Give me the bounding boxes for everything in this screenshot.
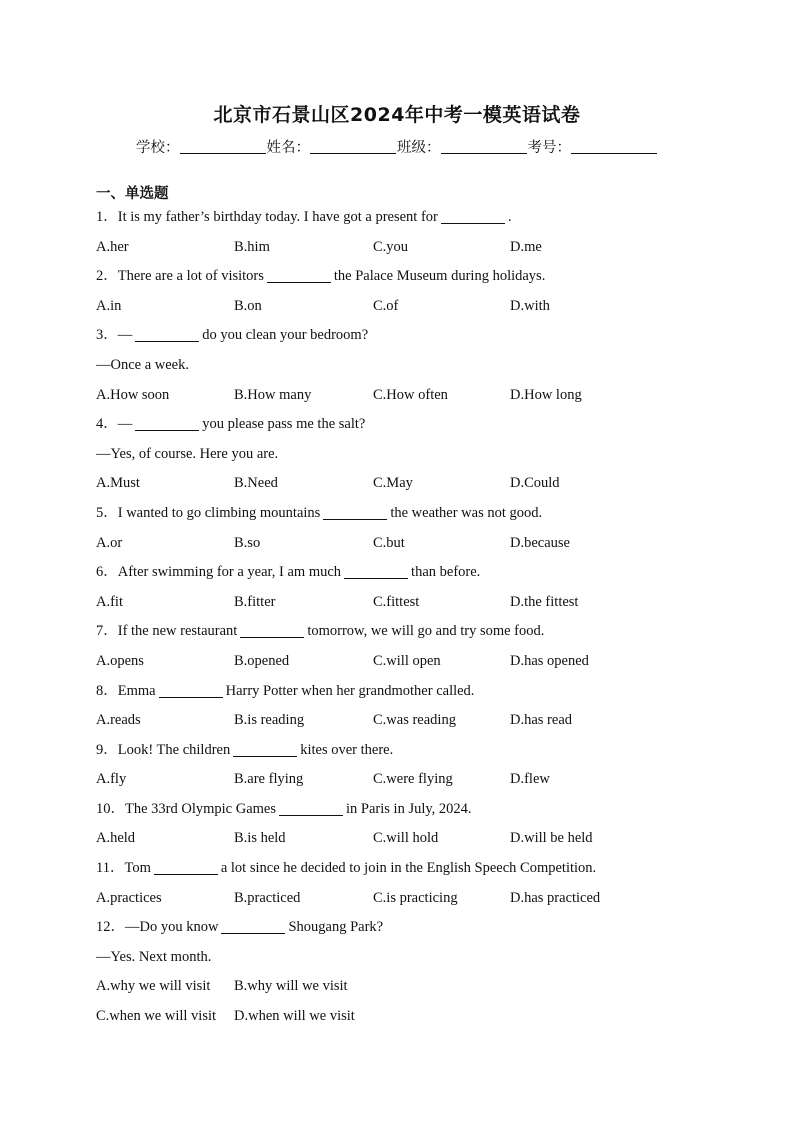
name-label: 姓名：	[266, 140, 310, 156]
answer-option[interactable]: C.May	[373, 475, 413, 492]
answer-option[interactable]: A.fly	[96, 771, 127, 788]
answer-option[interactable]: A.reads	[96, 712, 141, 729]
options-row	[96, 1002, 736, 1032]
answer-blank[interactable]	[135, 327, 199, 342]
question-number: 7．	[96, 623, 118, 640]
answer-option[interactable]: D.when will we visit	[234, 1008, 355, 1025]
answer-option[interactable]: C.fittest	[373, 593, 420, 610]
question-text-before: If the new restaurant	[117, 623, 238, 640]
answer-blank[interactable]	[221, 919, 285, 934]
exam-title: 北京市石景山区2024年中考一模英语试卷	[213, 104, 581, 126]
answer-option[interactable]: A.fit	[96, 593, 123, 610]
school-label: 学校：	[136, 140, 180, 156]
answer-option[interactable]: A.Must	[96, 475, 140, 492]
question-text-after: Shougang Park?	[288, 919, 384, 936]
question-number: 6．	[96, 564, 118, 581]
answer-blank[interactable]	[154, 860, 218, 875]
answer-option[interactable]: B.practiced	[234, 889, 301, 906]
question-list	[96, 203, 736, 1032]
question-text-before: Emma	[117, 682, 156, 699]
question-text-before: —	[117, 416, 133, 433]
answer-option[interactable]: C.were flying	[373, 771, 453, 788]
options-row	[96, 588, 736, 618]
answer-option[interactable]: A.held	[96, 830, 136, 847]
question-stem	[96, 558, 736, 588]
question-text-after: Harry Potter when her grandmother called.	[225, 682, 475, 699]
number-label: 考号：	[527, 140, 571, 156]
question-text-before: After swimming for a year, I am much	[117, 564, 342, 581]
answer-option[interactable]: B.is held	[234, 830, 286, 847]
answer-option[interactable]: B.is reading	[234, 712, 305, 729]
dialogue-reply: —Yes, of course. Here you are.	[96, 445, 279, 462]
question-text-after: the weather was not good.	[390, 504, 543, 521]
question-text-after: kites over there.	[300, 741, 394, 758]
answer-blank[interactable]	[135, 416, 199, 431]
answer-option[interactable]: A.her	[96, 238, 129, 255]
number-blank[interactable]	[571, 139, 657, 154]
question-text-before: Tom	[124, 860, 151, 877]
options-row	[96, 233, 736, 263]
answer-option[interactable]: D.with	[510, 297, 550, 314]
student-info-row	[0, 136, 794, 157]
answer-option[interactable]: D.because	[510, 534, 570, 551]
answer-option[interactable]: D.flew	[510, 771, 550, 788]
answer-blank[interactable]	[233, 742, 297, 757]
question-stem	[96, 736, 736, 766]
options-row	[96, 647, 736, 677]
answer-option[interactable]: D.has read	[510, 712, 573, 729]
answer-option[interactable]: B.why will we visit	[234, 978, 348, 995]
answer-option[interactable]: A.why we will visit	[96, 978, 211, 995]
question-stem	[96, 321, 736, 351]
options-row	[96, 765, 736, 795]
question-text-after: you please pass me the salt?	[202, 416, 366, 433]
options-row	[96, 292, 736, 322]
answer-option[interactable]: C.was reading	[373, 712, 456, 729]
question-stem	[96, 499, 736, 529]
answer-option[interactable]: A.in	[96, 297, 122, 314]
question-number: 10．	[96, 800, 125, 817]
question-text-before: I wanted to go climbing mountains	[117, 504, 321, 521]
answer-option[interactable]: C.when we will visit	[96, 1008, 217, 1025]
question-number: 5．	[96, 504, 118, 521]
options-row	[96, 972, 736, 1002]
question-number: 2．	[96, 268, 118, 285]
question-text-after: tomorrow, we will go and try some food.	[307, 623, 545, 640]
options-row	[96, 706, 736, 736]
question-number: 11．	[96, 860, 125, 877]
question-stem	[96, 913, 736, 943]
question-text-after: a lot since he decided to join in the English Speech Competition.	[220, 860, 597, 877]
answer-blank[interactable]	[240, 623, 304, 638]
answer-option[interactable]: B.How many	[234, 386, 312, 403]
answer-option[interactable]: A.How soon	[96, 386, 170, 403]
question-text-after: than before.	[411, 564, 481, 581]
question-number: 9．	[96, 741, 118, 758]
answer-option[interactable]: C.of	[373, 297, 399, 314]
question-text-before: —	[117, 327, 133, 344]
question-number: 12．	[96, 919, 125, 936]
answer-option[interactable]: C.but	[373, 534, 405, 551]
answer-option[interactable]: B.opened	[234, 652, 290, 669]
question-stem	[96, 795, 736, 825]
question-number: 3．	[96, 327, 118, 344]
answer-option[interactable]: B.so	[234, 534, 261, 551]
question-number: 8．	[96, 682, 118, 699]
answer-option[interactable]: A.opens	[96, 652, 144, 669]
answer-option[interactable]: D.the fittest	[510, 593, 579, 610]
question-stem	[96, 677, 736, 707]
options-row	[96, 884, 736, 914]
question-text-after: the Palace Museum during holidays.	[333, 268, 546, 285]
question-stem	[96, 203, 736, 233]
question-stem	[96, 262, 736, 292]
options-row	[96, 381, 736, 411]
answer-option[interactable]: B.fitter	[234, 593, 276, 610]
question-text-before: There are a lot of visitors	[117, 268, 264, 285]
answer-option[interactable]: D.has practiced	[510, 889, 601, 906]
dialogue-reply: —Once a week.	[96, 356, 189, 373]
name-blank[interactable]	[310, 139, 396, 154]
section-heading: 一、单选题	[96, 186, 169, 202]
answer-blank[interactable]	[323, 505, 387, 520]
answer-option[interactable]: B.are flying	[234, 771, 304, 788]
answer-option[interactable]: A.practices	[96, 889, 162, 906]
answer-blank[interactable]	[441, 209, 505, 224]
question-stem	[96, 410, 736, 440]
class-blank[interactable]	[441, 139, 527, 154]
question-text-before: The 33rd Olympic Games	[125, 800, 277, 817]
question-number: 4．	[96, 416, 118, 433]
answer-option[interactable]: D.has opened	[510, 652, 589, 669]
question-text-after: in Paris in July, 2024.	[346, 800, 472, 817]
question-stem	[96, 617, 736, 647]
answer-option[interactable]: D.me	[510, 238, 542, 255]
answer-option[interactable]: C.How often	[373, 386, 448, 403]
question-text-before: Look! The children	[117, 741, 231, 758]
options-row	[96, 469, 736, 499]
question-number: 1．	[96, 209, 118, 225]
answer-option[interactable]: B.on	[234, 297, 262, 314]
options-row	[96, 824, 736, 854]
answer-option[interactable]: D.Could	[510, 475, 560, 492]
answer-option[interactable]: D.How long	[510, 386, 582, 403]
answer-option[interactable]: A.or	[96, 534, 123, 551]
question-text-after: do you clean your bedroom?	[202, 327, 369, 344]
question-text-before: —Do you know	[125, 919, 219, 936]
answer-blank[interactable]	[267, 268, 331, 283]
answer-option[interactable]: C.you	[373, 238, 409, 255]
answer-blank[interactable]	[279, 801, 343, 816]
answer-option[interactable]: B.Need	[234, 475, 278, 492]
answer-option[interactable]: B.him	[234, 238, 270, 255]
answer-blank[interactable]	[344, 564, 408, 579]
question-text-before: It is my father’s birthday today. I have got a present for	[117, 209, 438, 225]
answer-option[interactable]: C.is practicing	[373, 889, 458, 906]
answer-option[interactable]: C.will hold	[373, 830, 439, 847]
school-blank[interactable]	[180, 139, 266, 154]
question-text-after: .	[507, 209, 512, 225]
answer-option[interactable]: D.will be held	[510, 830, 593, 847]
question-stem	[96, 854, 736, 884]
class-label: 班级：	[397, 140, 441, 156]
dialogue-reply: —Yes. Next month.	[96, 948, 212, 965]
answer-blank[interactable]	[159, 683, 223, 698]
options-row	[96, 529, 736, 559]
answer-option[interactable]: C.will open	[373, 652, 441, 669]
